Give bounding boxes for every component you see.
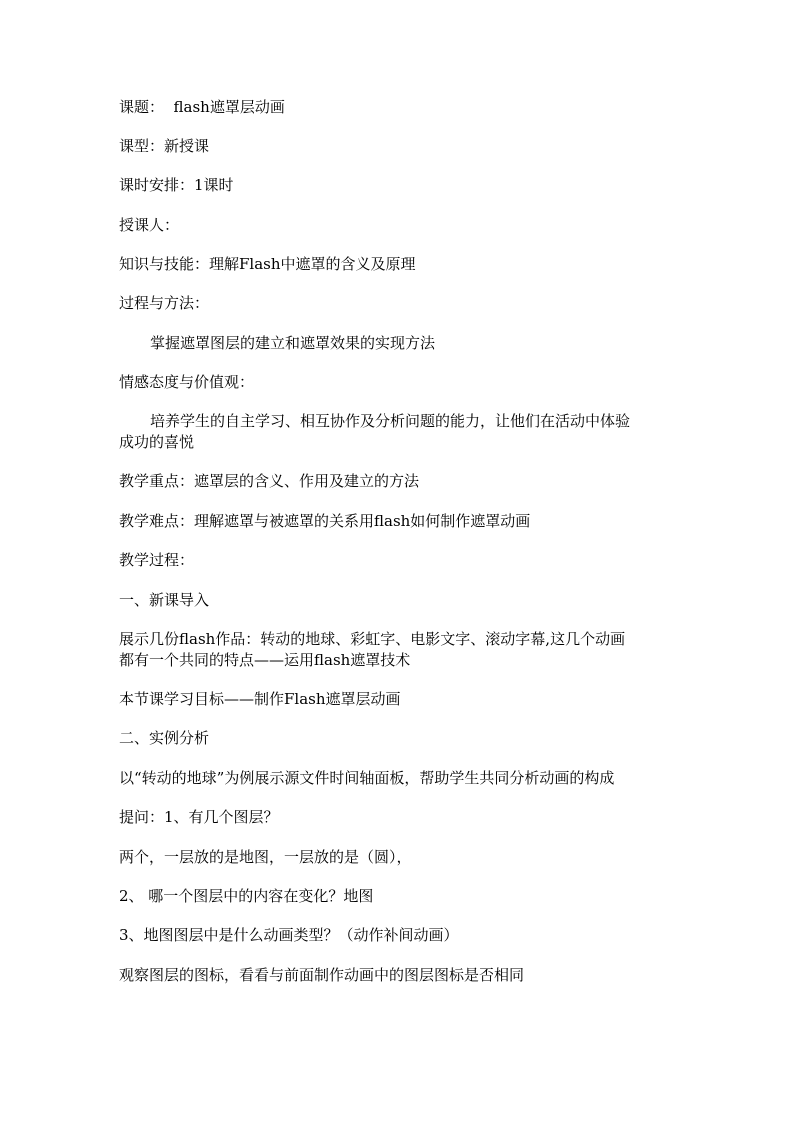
intro-text-line1: 展示几份flash作品：转动的地球、彩虹字、电影文字、滚动字幕,这几个动画 bbox=[119, 630, 626, 648]
teacher: 授课人： bbox=[119, 216, 180, 234]
question-1: 提问：1、有几个图层？ bbox=[119, 808, 279, 826]
knowledge-skills: 知识与技能：理解Flash中遮罩的含义及原理 bbox=[119, 255, 416, 273]
difficult-points: 教学难点：理解遮罩与被遮罩的关系用flash如何制作遮罩动画 bbox=[119, 512, 531, 530]
intro-text-line2: 都有一个共同的特点——运用flash遮罩技术 bbox=[119, 651, 411, 669]
attitude-heading: 情感态度与价值观： bbox=[119, 373, 255, 391]
lesson-topic: 课题： flash遮罩层动画 bbox=[119, 98, 285, 116]
question-3: 3、地图图层中是什么动画类型？（动作补间动画） bbox=[119, 926, 459, 944]
process-method-text: 掌握遮罩图层的建立和遮罩效果的实现方法 bbox=[150, 334, 436, 352]
learning-goal: 本节课学习目标——制作Flash遮罩层动画 bbox=[119, 690, 401, 708]
section-example-heading: 二、实例分析 bbox=[119, 729, 210, 747]
question-2: 2、 哪一个图层中的内容在变化？地图 bbox=[119, 887, 374, 905]
observe-icons: 观察图层的图标，看看与前面制作动画中的图层图标是否相同 bbox=[119, 966, 525, 984]
class-hours: 课时安排：1课时 bbox=[119, 176, 234, 194]
teaching-process-heading: 教学过程： bbox=[119, 551, 195, 569]
attitude-text-line1: 培养学生的自主学习、相互协作及分析问题的能力，让他们在活动中体验 bbox=[150, 412, 631, 430]
attitude-text-line2: 成功的喜悦 bbox=[119, 433, 195, 451]
key-points: 教学重点：遮罩层的含义、作用及建立的方法 bbox=[119, 472, 420, 490]
example-text: 以“转动的地球”为例展示源文件时间轴面板，帮助学生共同分析动画的构成 bbox=[119, 769, 615, 787]
answer-1: 两个，一层放的是地图，一层放的是（圆）， bbox=[119, 848, 412, 866]
process-method-heading: 过程与方法： bbox=[119, 294, 210, 312]
lesson-type: 课型：新授课 bbox=[119, 137, 210, 155]
section-intro-heading: 一、新课导入 bbox=[119, 591, 210, 609]
